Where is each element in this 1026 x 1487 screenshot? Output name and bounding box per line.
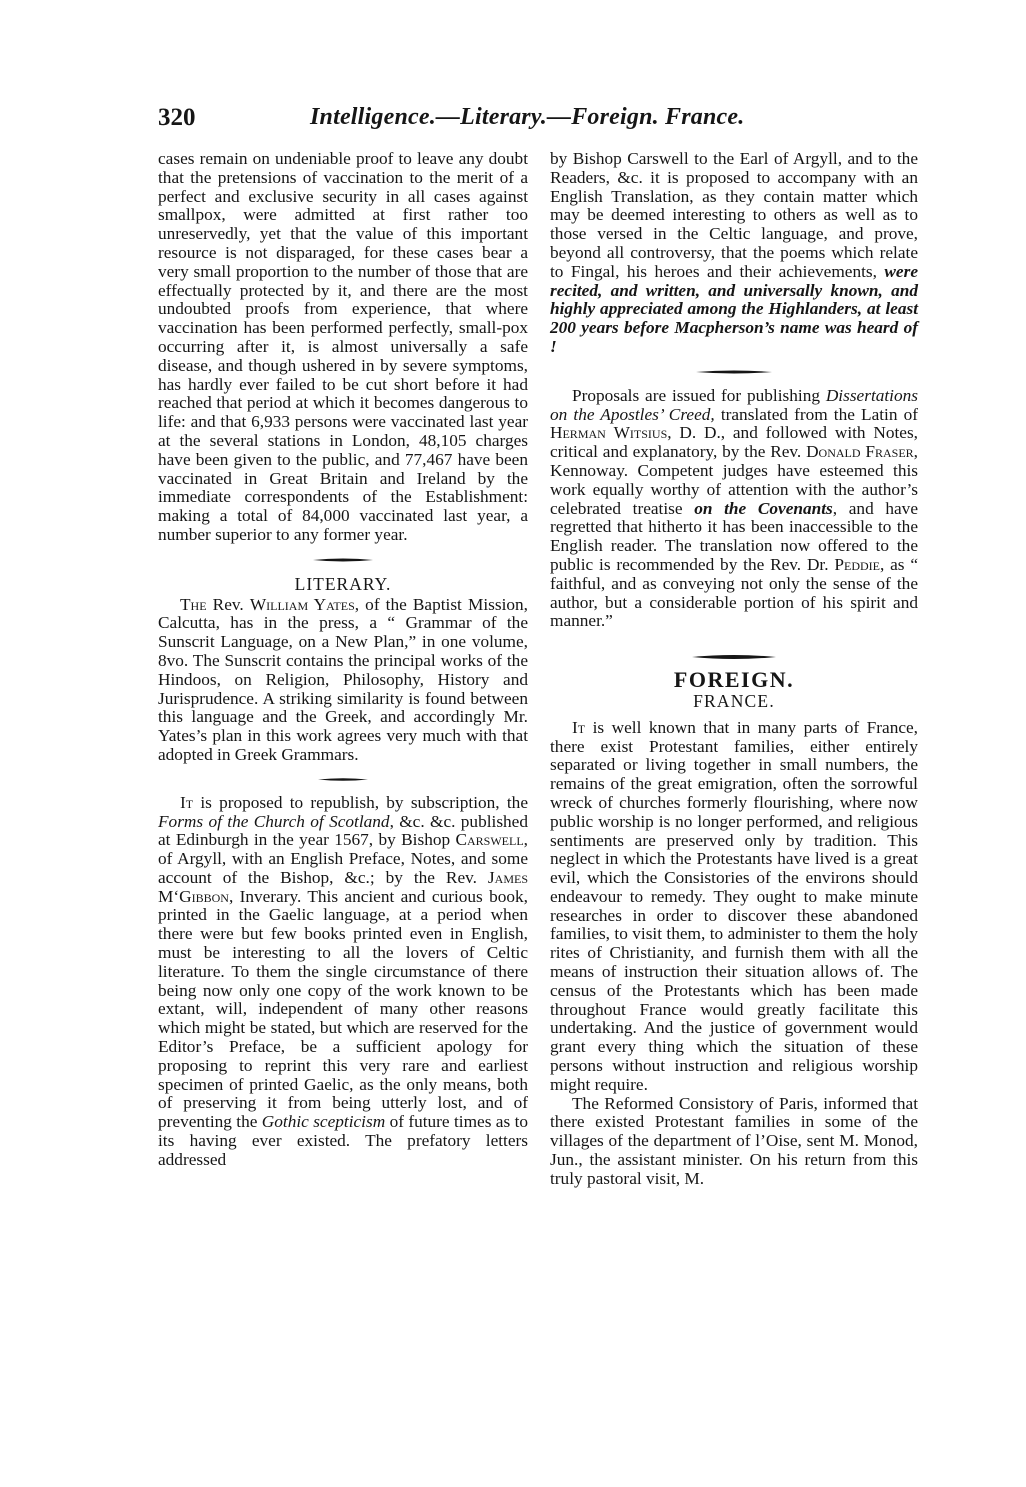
gaelic-text-e: of future times as to its having ever existed. The prefatory letters addressed	[158, 1112, 529, 1169]
right-column	[550, 150, 918, 1189]
gaelic-cont-text: by Bishop Carswell to the Earl of Argyll, and to the Readers, &c. it is proposed to accompany with an English Translation, as they contain matter which may be deemed interesting to others as well as to those versed in the Celtic language, and prove, beyond all controversy, that the poems which relate to Fingal, his heroes and their achievements,	[550, 149, 918, 281]
mgibbon-name: James M‘Gibbon	[158, 867, 528, 906]
ornament-rule-icon	[692, 653, 776, 661]
witsius-text-d: , Kennoway. Competent judges have esteemed this work equally worthy of attention with the author’s celebrated treatise	[550, 442, 918, 518]
gaelic-paragraph	[158, 794, 528, 1170]
witsius-text-e: , and have regretted that hitherto it has been inaccessible to the English reader. The translation now offered to the public is recommended by the Rev. Dr.	[550, 498, 918, 574]
gaelic-continuation	[550, 150, 918, 357]
gothic-scepticism: Gothic scepticism	[261, 1112, 386, 1132]
running-head: Intelligence.—Literary.—Foreign. France.	[310, 104, 745, 130]
gaelic-text-d: , Inverary. This ancient and curious book, printed in the Gaelic language, at a period when there were but few books printed even in English, must be interesting to all the lovers of Celtic literature. To them the single circumstance of there being now only one copy of the work known to be extant, will, independent of many other reasons which might be stated, but which are reserved for the Editor’s Preface, be a sufficient apology for proposing to reprint this very rare and earliest specimen of printed Gaelic, as the only means, both of preserving it from being utterly lost, and of preventing the	[158, 886, 528, 1132]
witsius-text-b: translated from the Latin of	[714, 404, 918, 424]
ornament-rule-icon	[696, 369, 772, 375]
gaelic-cont-emphasis: were recited, and written, and universally known, and highly appreciated among the Highlanders, at least 200 years before Macpherson’s name was heard of !	[550, 261, 918, 356]
covenants-title: on the Covenants	[694, 498, 833, 518]
section-divider	[158, 557, 528, 563]
gaelic-title: Forms of the Church of Scotland	[158, 811, 390, 831]
fraser-name: Donald Fraser	[806, 442, 914, 462]
witsius-text-c: , D. D., and followed with Notes, critical and explanatory, by the Rev.	[550, 423, 918, 462]
gaelic-text-b: , &c. &c. published at Edinburgh in the year 1567, by Bishop	[158, 811, 528, 850]
vaccination-paragraph: cases remain on undeniable proof to leave any doubt that the pretensions of vaccination to the merit of a perfect and exclusive security in all cases against smallpox, were admitted at first rather too unreservedly, yet that the value of this important resource is not disparaged, for these cases bear a very small proportion to the number of those that are effectually protected by it, and there are the most undoubted proofs from experience, that where vaccination has been performed perfectly, small-pox occurring after it, is almost universally a safe disease, and though ushered in by severe symptoms, has hardly ever failed to be cut short before it had reached that period at which it becomes dangerous to life: and that 6,933 persons were vaccinated last year at the several stations in London, 48,105 charges have been given to the public, and 77,467 have been vaccinated in Great Britain and Ireland by the immediate correspondents of the Establishment: making a total of 84,000 vaccinated last year, a number superior to any former year.	[158, 149, 528, 544]
carswell-name: Carswell	[455, 830, 524, 850]
yates-name: William Yates	[249, 594, 355, 614]
foreign-heading: FOREIGN.	[673, 667, 795, 693]
witsius-name: Witsius	[613, 423, 668, 443]
section-divider	[158, 777, 528, 782]
france-paragraph	[550, 719, 918, 1095]
yates-rev: Rev.	[212, 594, 244, 614]
page-header	[158, 104, 928, 138]
section-divider	[550, 369, 918, 375]
yates-body: , of the Baptist Mission, Calcutta, has in the press, a “ Grammar of the Sunscrit Language, on a New Plan,” in one volume, 8vo. The Sunscrit contains the principal works of the Hindoos, on Religion, Philosophy, History and Jurisprudence. A striking similarity is found between this language and the Greek, and accordingly Mr. Yates’s plan in this work agrees very much with that adopted in Greek Grammars.	[158, 594, 528, 764]
major-divider	[550, 653, 918, 661]
gaelic-text-c: , of Argyll, with an English Preface, Notes, and some account of the Bishop, &c.; by the Rev.	[158, 830, 528, 887]
literary-heading: LITERARY.	[294, 573, 392, 594]
france-heading: FRANCE.	[693, 690, 775, 711]
witsius-text-f: , as “ faithful, and as conveying not only the sense of the author, but a considerable portion of his spirit and manner.”	[550, 554, 919, 631]
peddie-name: Peddie	[834, 554, 880, 574]
witsius-text-a: Proposals are issued for publishing	[572, 385, 826, 405]
yates-paragraph	[158, 596, 528, 765]
consistory-paragraph: The Reformed Consistory of Paris, informed that there existed Protestant families in some of the villages of the department of l’Oise, sent M. Monod, Jun., the assistant minister. On his return from this truly pastoral visit, M.	[550, 1093, 918, 1188]
gaelic-it: It	[180, 792, 194, 812]
france-it: It	[572, 717, 586, 737]
ornament-rule-icon	[313, 557, 373, 563]
gaelic-text-a: is proposed to republish, by subscription, the	[193, 792, 528, 812]
ornament-rule-icon	[318, 777, 368, 782]
left-column	[158, 150, 528, 1170]
herman-name: Herman	[550, 423, 606, 443]
page-number: 320	[158, 104, 196, 131]
witsius-paragraph	[550, 387, 918, 631]
france-text-a: is well known that in many parts of France, there exist Protestant families, either entirely separated or living together in small numbers, the remains of the great emigration, often the sorrowful wreck of churches formerly flourishing, where now public worship is no longer performed, and religious sentiments are preserved only by tradition. This neglect in which the Protestants have lived is a great evil, which the Consistories of the environs should endeavour to remedy. They ought to make minute researches in order to discover these abandoned families, to visit them, to administer to them the holy rites of Christianity, and furnish them with all the means of instruction their situation allows of. The census of the Protestants which has been made throughout France would greatly facilitate this undertaking. And the justice of government would grant every thing which the situation of these persons without instruction and religious worship might require.	[550, 717, 918, 1094]
witsius-title: Dissertations on the Apostles’ Creed,	[550, 385, 918, 424]
yates-the: The	[180, 594, 207, 614]
